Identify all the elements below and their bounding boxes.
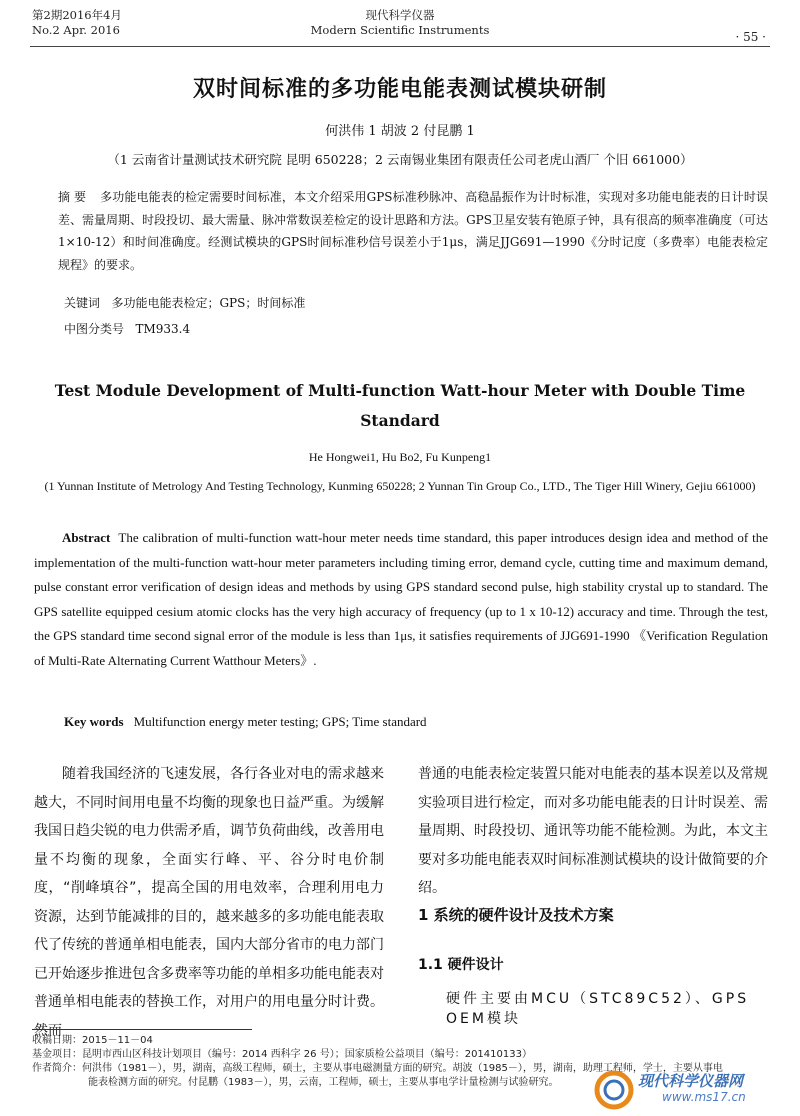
- cn-abstract-label: 摘 要: [58, 190, 87, 204]
- header-rule: [30, 46, 770, 47]
- en-keywords: [64, 714, 427, 730]
- journal-cn: 现代科学仪器: [365, 8, 435, 22]
- watermark-text: 现代科学仪器网: [638, 1072, 744, 1090]
- cn-title: 双时间标准的多功能电能表测试模块研制: [192, 77, 607, 102]
- en-keywords-text: Multifunction energy meter testing; GPS; Time standard: [133, 714, 427, 729]
- watermark-logo-icon: [592, 1068, 636, 1112]
- watermark-url: www.ms17.cn: [662, 1090, 746, 1104]
- footnote-bio-cont: 能表检测方面的研究。付昆鹏（1983－），男，云南，工程师，硕士，主要从事电学计量检测与试验研究。: [88, 1077, 559, 1088]
- cn-keywords-text: 多功能电能表检定；GPS；时间标准: [111, 296, 306, 310]
- cn-class-number: TM933.4: [135, 322, 191, 336]
- footnote-received: 收稿日期：2015－11－04: [32, 1035, 153, 1046]
- cn-abstract: [58, 186, 768, 276]
- footnote-bio: 作者简介：何洪伟（1981－），男，湖南，高级工程师，硕士，主要从事电磁测量方面的研究。胡波（1985－），男，湖南，助理工程师，学士，主要从事电: [32, 1063, 723, 1074]
- footnote-rule: [32, 1029, 252, 1030]
- en-abstract-label: Abstract: [62, 530, 111, 545]
- en-affiliation: (1 Yunnan Institute of Metrology And Testing Technology, Kunming 650228; 2 Yunnan Tin Group Co., LTD., The Tiger Hill Winery, Gejiu 661000): [44, 479, 756, 493]
- page-number: · 55 ·: [735, 30, 766, 44]
- journal-en: Modern Scientific Instruments: [310, 23, 490, 37]
- section-heading-1-1: 1.1 硬件设计: [418, 957, 504, 973]
- issue-cn: 第2期2016年4月: [32, 8, 122, 22]
- cn-keywords: [64, 294, 305, 311]
- cn-affiliation: （1 云南省计量测试技术研究院 昆明 650228；2 云南锡业集团有限责任公司老虎山酒厂 个旧 661000）: [107, 152, 693, 167]
- footnote-fund: 基金项目：昆明市西山区科技计划项目（编号：2014 西科字 26 号）；国家质检公益项目（编号：201410133）: [32, 1049, 532, 1060]
- body-left-column: 随着我国经济的飞速发展，各行各业对电的需求越来越大，不同时间用电量不均衡的现象也日益严重。为缓解我国日趋尖锐的电力供需矛盾，调节负荷曲线，改善用电量不均衡的现象，全面实行峰、平、谷分时电价制度，“削峰填谷”，提高全国的用电效率，合理利用电力资源，达到节能减排的目的，越来越多的多功能电能表取代了传统的普通单相电能表，国内大部分省市的电力部门已开始逐步推进包含多费率等功能的单相多功能电能表对普通单相电能表的替换工作，对用户的用电量分时计费。然而: [34, 766, 384, 1039]
- body-right-paragraph: 普通的电能表检定装置只能对电能表的基本误差以及常规实验项目进行检定，而对多功能电能表的日计时误差、需量周期、时段投切、通讯等功能不能检测。为此，本文主要对多功能电能表双时间标准测试模块的设计做简要的介绍。: [418, 766, 768, 896]
- en-title: Test Module Development of Multi-function Watt-hour Meter with Double Time Standard: [54, 381, 746, 430]
- issue-en: No.2 Apr. 2016: [32, 23, 120, 37]
- hardware-text: 硬件主要由MCU（STC89C52）、GPS OEM模块: [446, 991, 750, 1027]
- cn-keywords-label: 关键词: [64, 296, 101, 310]
- cn-classification: [64, 320, 190, 337]
- section-heading-1: 1 系统的硬件设计及技术方案: [418, 906, 614, 924]
- cn-abstract-text: 多功能电能表的检定需要时间标准，本文介绍采用GPS标准秒脉冲、高稳晶振作为计时标准，实现对多功能电能表的日计时误差、需量周期、时段投切、最大需量、脉冲常数误差检定的设计思路和方法。GPS卫星安装有铯原子钟，具有很高的频率准确度（可达1×10-12）和时间准确度。经测试模块的GPS时间标准秒信号误差小于1μs，满足JJG691—1990《分时记度（多费率）电能表检定规程》的要求。: [58, 190, 768, 272]
- en-abstract: [34, 526, 768, 673]
- cn-class-label: 中图分类号: [64, 322, 125, 336]
- cn-authors: 何洪伟 1 胡波 2 付昆鹏 1: [325, 124, 475, 139]
- watermark: [592, 1068, 792, 1112]
- header-journal: [0, 8, 800, 38]
- en-authors: He Hongwei1, Hu Bo2, Fu Kunpeng1: [308, 450, 492, 464]
- en-keywords-label: Key words: [64, 714, 124, 729]
- en-abstract-text: The calibration of multi-function watt-hour meter needs time standard, this paper introduces design idea and method of the implementation of the multi-function watt-hour meter parameters including timing error, demand cycle, cutting time and maximum demand, pulse constant error verification of design ideas and methods by using GPS standard second pulse, high stability crystal up to standard. The GPS satellite equipped cesium atomic clocks has the very high accuracy of frequency (up to 1 x 10-12) accuracy and time. Through the test, the GPS standard time second signal error of the module is less than 1μs, it satisfies requirements of JJG691-1990 《Verification Regulation of Multi-Rate Alternating Current Watthour Meters》.: [34, 530, 768, 668]
